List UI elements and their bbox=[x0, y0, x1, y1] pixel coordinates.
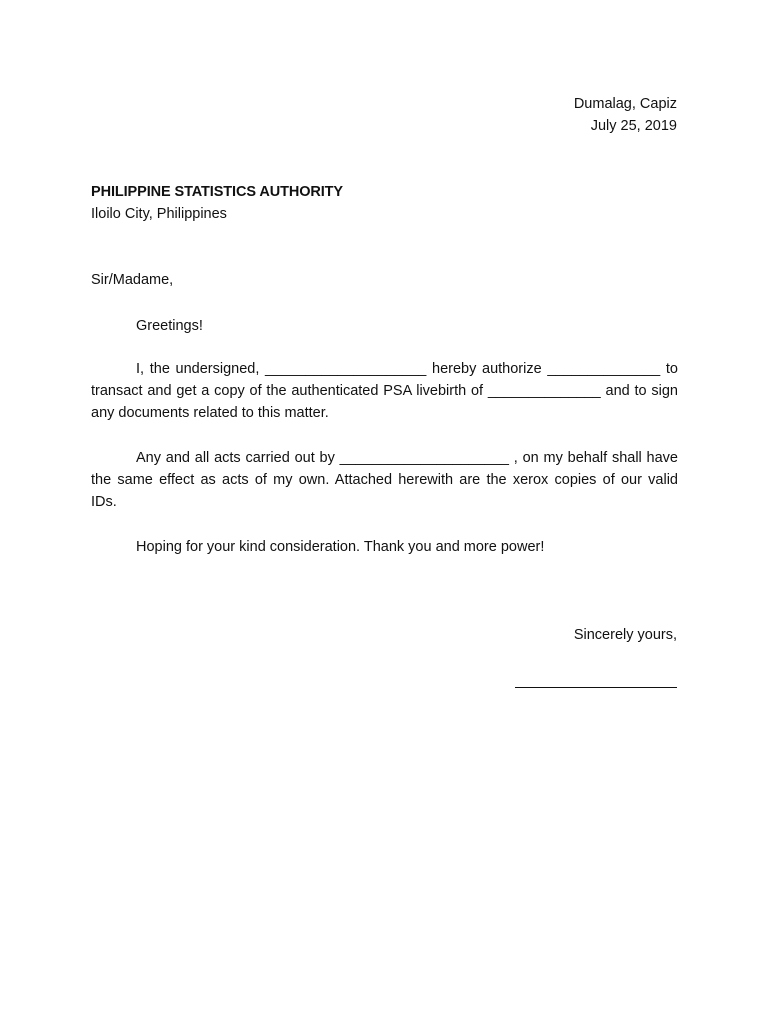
recipient-address: Iloilo City, Philippines bbox=[91, 206, 227, 222]
salutation: Sir/Madame, bbox=[91, 272, 174, 288]
acts-paragraph bbox=[91, 447, 678, 513]
signature-line bbox=[515, 687, 677, 688]
recipient-organization: PHILIPPINE STATISTICS AUTHORITY bbox=[91, 184, 344, 200]
authorization-line-2: transact and get a copy of the authenticated PSA livebirth of ______________ and to sign bbox=[91, 383, 678, 399]
authorization-line-1: I, the undersigned, ____________________ hereby authorize ______________ to bbox=[136, 361, 678, 377]
acts-line-3: IDs. bbox=[91, 494, 117, 510]
acts-line-2: the same effect as acts of my own. Attached herewith are the xerox copies of our valid bbox=[91, 472, 678, 488]
closing-paragraph: Hoping for your kind consideration. Thank you and more power! bbox=[136, 539, 545, 555]
greeting: Greetings! bbox=[136, 318, 203, 334]
complimentary-close: Sincerely yours, bbox=[573, 627, 677, 643]
authorization-paragraph bbox=[91, 358, 678, 424]
letter-date: July 25, 2019 bbox=[590, 118, 677, 134]
acts-line-1: Any and all acts carried out by _____________________ , on my behalf shall have bbox=[136, 450, 678, 466]
authorization-line-3: any documents related to this matter. bbox=[91, 405, 329, 421]
letter-place: Dumalag, Capiz bbox=[573, 96, 677, 112]
